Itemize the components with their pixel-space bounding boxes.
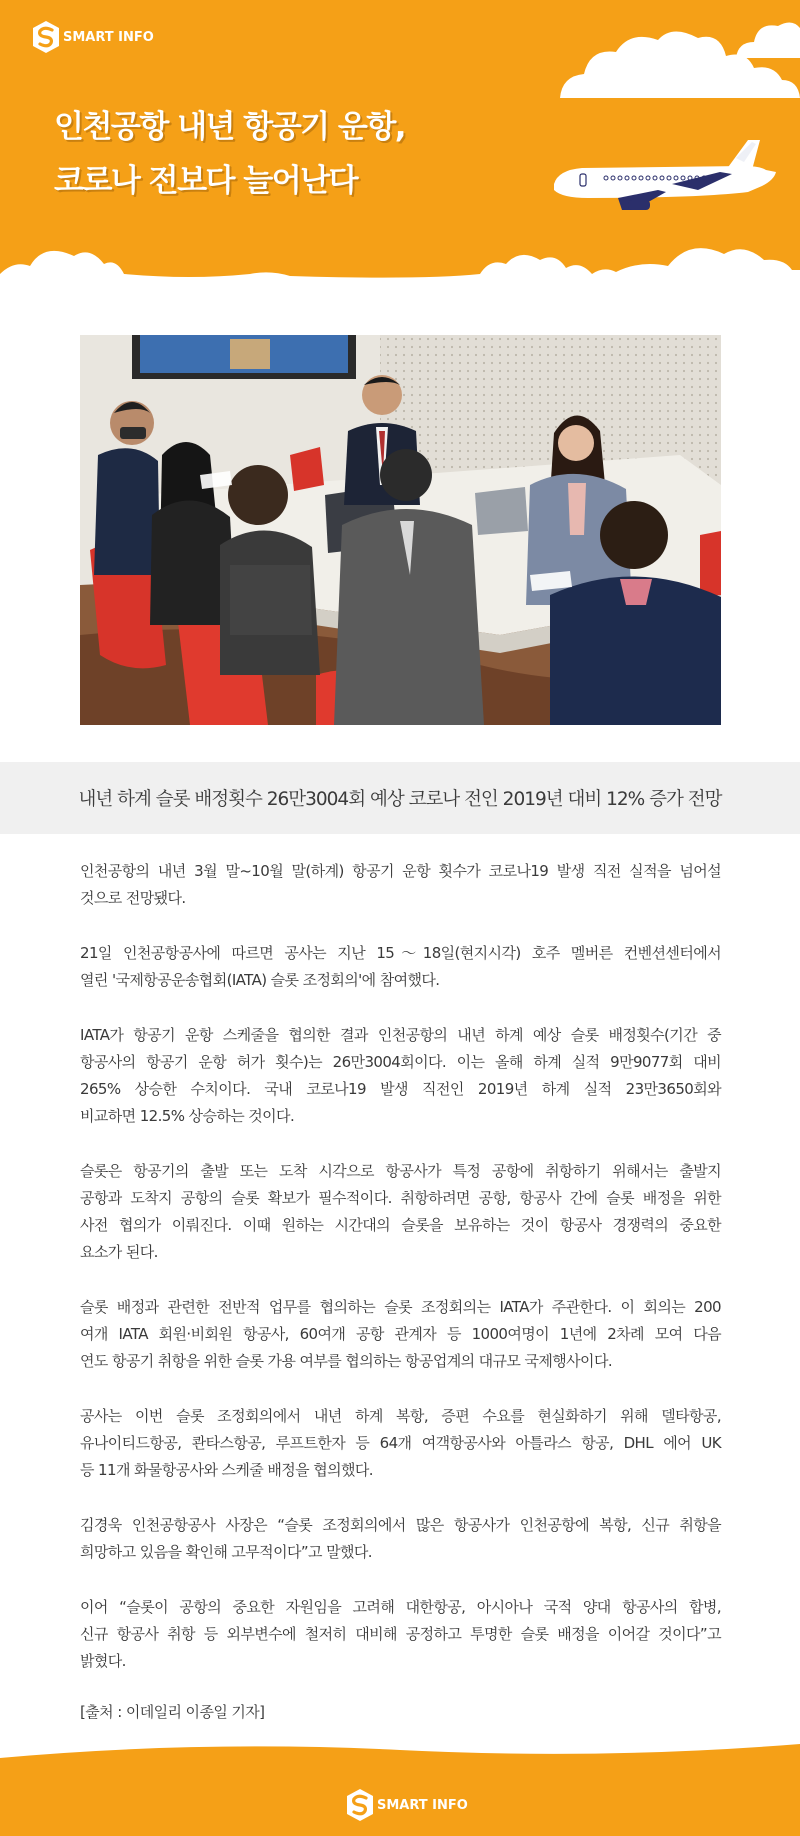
text-line: 신규 항공사 취항 등 외부변수에 철저히 대비해 공정하고 투명한 슬롯 배정을 이어갈 것이다”고 xyxy=(80,1625,721,1643)
text-line: 유나이티드항공, 콴타스항공, 루프트한자 등 64개 여객항공사와 아틀라스 항공, DHL 에어 UK xyxy=(80,1434,721,1452)
logo-text: SMART INFO xyxy=(377,1797,468,1813)
footer-banner xyxy=(0,1740,800,1836)
article-source xyxy=(80,1699,721,1726)
headline-line: 코로나 전보다 늘어난다 xyxy=(54,163,358,199)
text-line: 밝혔다. xyxy=(80,1652,126,1670)
logo-text: SMART INFO xyxy=(63,29,154,45)
text-line: 이어 “슬롯이 공항의 중요한 자원임을 고려해 대한항공, 아시아나 국적 양대 항공사의 합병, xyxy=(80,1598,721,1616)
text-line: 265% 상승한 수치이다. 국내 코로나19 발생 직전인 2019년 하계 실적 23만3650회와 xyxy=(80,1080,721,1098)
text-line: 공항과 도착지 공항의 슬롯 확보가 필수적이다. 취항하려면 공항, 항공사 간에 슬롯 배정을 위한 xyxy=(80,1189,721,1207)
text-line: 김경욱 인천공항공사 사장은 “슬롯 조정회의에서 많은 항공사가 인천공항에 복항, 신규 취항을 xyxy=(80,1516,721,1534)
article-body xyxy=(80,858,721,1754)
text-line: IATA가 항공기 운항 스케줄을 협의한 결과 인천공항의 내년 하계 예상 슬롯 배정횟수(기간 중 xyxy=(80,1026,721,1044)
cloud-icon xyxy=(736,18,800,58)
article-paragraph xyxy=(80,1512,721,1566)
article-subtitle: 내년 하계 슬롯 배정횟수 26만3004회 예상 코로나 전인 2019년 대비 12% 증가 전망 xyxy=(78,789,722,810)
text-line: 연도 항공기 취항을 위한 슬롯 가용 여부를 협의하는 항공업계의 대규모 국제행사이다. xyxy=(80,1352,613,1370)
headline-line: 인천공항 내년 항공기 운항, xyxy=(54,109,406,145)
meeting-photo xyxy=(80,335,721,725)
text-line: 요소가 된다. xyxy=(80,1243,158,1261)
cloud-icon xyxy=(0,240,800,300)
logo-mark-icon xyxy=(32,20,60,54)
article-paragraph xyxy=(80,1294,721,1375)
header-banner xyxy=(0,0,800,300)
text-line: 슬롯 배정과 관련한 전반적 업무를 협의하는 슬롯 조정회의는 IATA가 주관한다. 이 회의는 200 xyxy=(80,1298,721,1316)
article-paragraph xyxy=(80,1022,721,1130)
article-paragraph xyxy=(80,1158,721,1266)
article-paragraph xyxy=(80,1594,721,1675)
text-line: 공사는 이번 슬롯 조정회의에서 내년 하계 복항, 증편 수요를 현실화하기 위해 델타항공, xyxy=(80,1407,721,1425)
text-line: 인천공항의 내년 3월 말~10월 말(하계) 항공기 운항 횟수가 코로나19 발생 직전 실적을 넘어설 xyxy=(80,862,721,880)
text-line: 항공사의 항공기 운항 허가 횟수)는 26만3004회이다. 이는 올해 하계 실적 9만9077회 대비 xyxy=(80,1053,721,1071)
article-paragraph xyxy=(80,940,721,994)
logo-mark-icon xyxy=(346,1788,374,1822)
text-line: 여개 IATA 회원·비회원 항공사, 60여개 공항 관계자 등 1000여명이 1년에 2차례 모여 다음 xyxy=(80,1325,721,1343)
article-paragraph xyxy=(80,858,721,912)
text-line: 사전 협의가 이뤄진다. 이때 원하는 시간대의 슬롯을 보유하는 것이 항공사 경쟁력의 중요한 xyxy=(80,1216,721,1234)
brand-logo xyxy=(346,1788,468,1822)
airplane-icon xyxy=(548,140,778,220)
source-line: [출처 : 이데일리 이종일 기자] xyxy=(80,1703,265,1721)
text-line: 것으로 전망됐다. xyxy=(80,889,186,907)
text-line: 열린 '국제항공운송협회(IATA) 슬롯 조정회의'에 참여했다. xyxy=(80,971,440,989)
subtitle-band xyxy=(0,762,800,834)
text-line: 슬롯은 항공기의 출발 또는 도착 시각으로 항공사가 특정 공항에 취항하기 위해서는 출발지 xyxy=(80,1162,721,1180)
page-title xyxy=(54,100,514,208)
brand-logo xyxy=(32,20,154,54)
text-line: 등 11개 화물항공사와 스케줄 배정을 협의했다. xyxy=(80,1461,373,1479)
text-line: 21일 인천공항공사에 따르면 공사는 지난 15～18일(현지시각) 호주 멜버른 컨벤션센터에서 xyxy=(80,944,721,962)
text-line: 희망하고 있음을 확인해 고무적이다”고 말했다. xyxy=(80,1543,372,1561)
text-line: 비교하면 12.5% 상승하는 것이다. xyxy=(80,1107,295,1125)
article-paragraph xyxy=(80,1403,721,1484)
meeting-photo-icon xyxy=(80,335,721,725)
